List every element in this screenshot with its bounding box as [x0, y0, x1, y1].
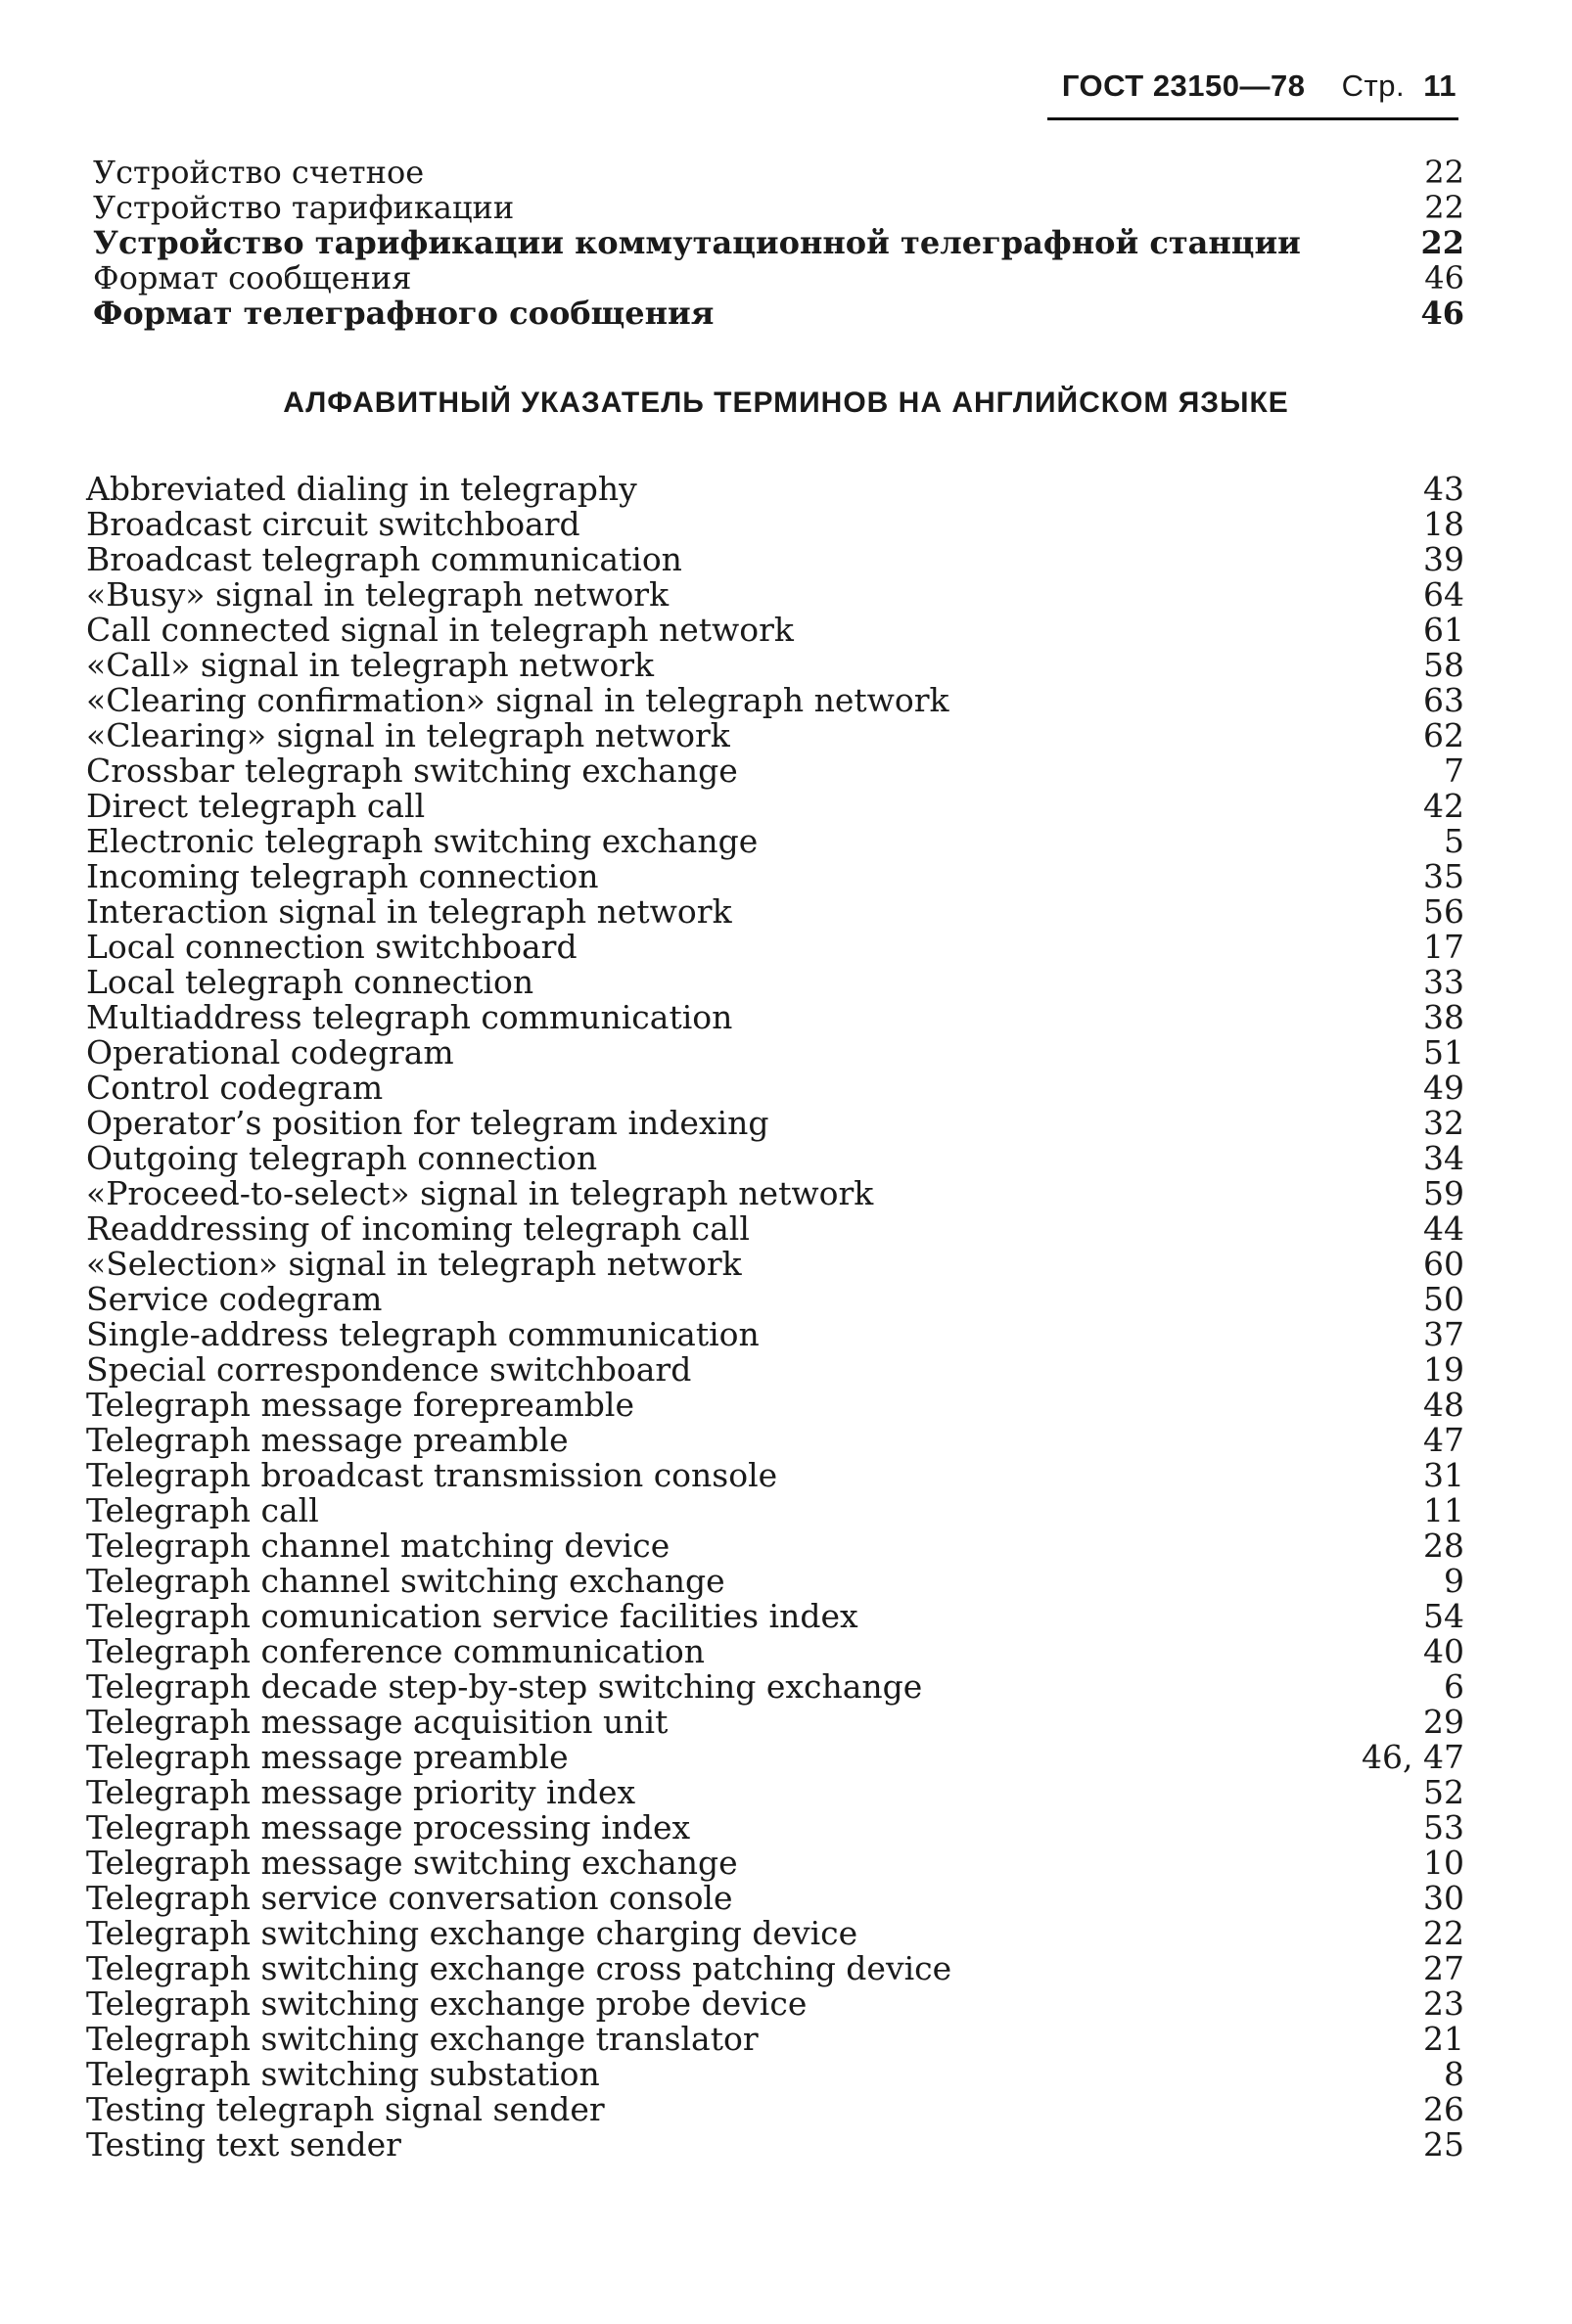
index-term: «Clearing» signal in telegraph network	[86, 716, 730, 754]
page-number: 11	[1423, 68, 1456, 103]
index-term: Telegraph decade step-by-step switching exchange	[86, 1667, 923, 1706]
index-entry	[93, 190, 1464, 225]
index-entry	[86, 1951, 1464, 1986]
index-entry	[86, 930, 1464, 965]
index-page: 49	[1423, 1069, 1464, 1107]
index-page: 34	[1423, 1139, 1464, 1177]
index-term: Telegraph switching exchange charging device	[86, 1914, 858, 1952]
index-page: 28	[1423, 1527, 1464, 1565]
index-entry	[86, 1881, 1464, 1916]
index-entry	[86, 613, 1464, 648]
index-entry	[86, 648, 1464, 683]
index-page: 63	[1423, 681, 1464, 719]
index-entry	[93, 155, 1464, 190]
index-page: 38	[1423, 998, 1464, 1036]
index-entry	[86, 1423, 1464, 1458]
index-term: Telegraph message preamble	[86, 1738, 569, 1776]
index-term: Telegraph message switching exchange	[86, 1844, 738, 1882]
index-entry	[86, 1634, 1464, 1669]
index-page: 26	[1423, 2090, 1464, 2128]
index-entry	[86, 1106, 1464, 1141]
index-term: «Clearing confirmation» signal in telegraph network	[86, 681, 949, 719]
index-term: Telegraph switching exchange cross patching device	[86, 1949, 952, 1987]
index-entry	[86, 824, 1464, 859]
index-entry	[86, 507, 1464, 542]
index-term: Local telegraph connection	[86, 963, 534, 1001]
index-term: Call connected signal in telegraph network	[86, 611, 794, 649]
index-term: Broadcast circuit switchboard	[86, 505, 580, 543]
header-rule	[1047, 117, 1458, 120]
index-entry	[86, 1211, 1464, 1247]
index-page: 46, 47	[1362, 1738, 1464, 1776]
index-page: 64	[1423, 575, 1464, 614]
index-page: 11	[1423, 1491, 1464, 1529]
index-term: Crossbar telegraph switching exchange	[86, 752, 738, 790]
index-page: 7	[1444, 752, 1464, 790]
index-term: Telegraph message priority index	[86, 1773, 636, 1811]
index-page: 62	[1423, 716, 1464, 754]
index-page: 48	[1423, 1386, 1464, 1424]
index-term: Special correspondence switchboard	[86, 1350, 692, 1389]
index-entry	[86, 1599, 1464, 1634]
index-entry	[86, 1000, 1464, 1035]
index-page: 52	[1423, 1773, 1464, 1811]
index-page: 5	[1444, 822, 1464, 860]
index-entry	[86, 1141, 1464, 1176]
index-entry	[86, 789, 1464, 824]
index-page: 46	[1420, 295, 1464, 332]
index-term: Telegraph switching exchange translator	[86, 2020, 759, 2058]
index-page: 30	[1423, 1879, 1464, 1917]
index-entry	[86, 2022, 1464, 2057]
index-page: 47	[1423, 1421, 1464, 1459]
index-term: Устройство счетное	[93, 154, 425, 191]
index-entry	[86, 577, 1464, 613]
index-term: Readdressing of incoming telegraph call	[86, 1209, 750, 1248]
index-term: «Call» signal in telegraph network	[86, 646, 655, 684]
index-term: Формат сообщения	[93, 259, 412, 296]
page-label: Стр.	[1341, 68, 1406, 103]
index-entry	[93, 296, 1464, 331]
index-term: Electronic telegraph switching exchange	[86, 822, 759, 860]
page-header	[1062, 68, 1456, 104]
index-entry	[86, 1740, 1464, 1775]
index-page: 51	[1423, 1033, 1464, 1071]
index-entry	[86, 542, 1464, 577]
index-entry	[86, 1176, 1464, 1211]
index-term: Telegraph conference communication	[86, 1632, 705, 1670]
index-page: 27	[1423, 1949, 1464, 1987]
index-term: «Proceed-to-select» signal in telegraph network	[86, 1174, 874, 1212]
index-entry	[86, 1388, 1464, 1423]
index-entry	[86, 2092, 1464, 2127]
index-entry	[86, 718, 1464, 753]
index-term: Telegraph message preamble	[86, 1421, 569, 1459]
index-page: 58	[1423, 646, 1464, 684]
index-entry	[86, 859, 1464, 894]
index-page: 22	[1424, 154, 1464, 191]
index-term: Формат телеграфного сообщения	[93, 295, 715, 332]
index-term: «Selection» signal in telegraph network	[86, 1245, 742, 1283]
index-page: 19	[1423, 1350, 1464, 1389]
index-term: Telegraph message acquisition unit	[86, 1703, 669, 1741]
index-term: Telegraph broadcast transmission console	[86, 1456, 778, 1494]
index-term: Telegraph service conversation console	[86, 1879, 733, 1917]
index-term: Multiaddress telegraph communication	[86, 998, 733, 1036]
index-page: 22	[1424, 189, 1464, 226]
index-page: 44	[1423, 1209, 1464, 1248]
index-term: Testing text sender	[86, 2125, 401, 2164]
index-page: 59	[1423, 1174, 1464, 1212]
index-page: 22	[1420, 224, 1464, 261]
index-entry	[86, 1317, 1464, 1352]
index-entry	[86, 1564, 1464, 1599]
index-page: 31	[1423, 1456, 1464, 1494]
index-entry	[86, 1035, 1464, 1071]
index-entry	[93, 225, 1464, 260]
index-page: 21	[1423, 2020, 1464, 2058]
index-page: 23	[1423, 1984, 1464, 2023]
index-page: 8	[1444, 2055, 1464, 2093]
index-term: Telegraph message processing index	[86, 1808, 691, 1846]
index-entry	[86, 1528, 1464, 1564]
index-term: Incoming telegraph connection	[86, 857, 599, 895]
index-entry	[86, 472, 1464, 507]
index-page: 18	[1423, 505, 1464, 543]
index-page: 37	[1423, 1315, 1464, 1353]
index-entry	[86, 1846, 1464, 1881]
index-term: Control codegram	[86, 1069, 384, 1107]
index-page: 61	[1423, 611, 1464, 649]
index-entry	[86, 894, 1464, 930]
index-term: Abbreviated dialing in telegraphy	[86, 470, 637, 508]
index-page: 10	[1423, 1844, 1464, 1882]
index-term: Interaction signal in telegraph network	[86, 892, 732, 931]
index-page: 17	[1423, 928, 1464, 966]
index-page: 29	[1423, 1703, 1464, 1741]
index-term: Telegraph switching substation	[86, 2055, 600, 2093]
index-term: Telegraph call	[86, 1491, 319, 1529]
index-term: Устройство тарификации	[93, 189, 515, 226]
index-entry	[86, 1352, 1464, 1388]
index-term: Outgoing telegraph connection	[86, 1139, 598, 1177]
index-entry	[86, 1458, 1464, 1493]
index-page: 54	[1423, 1597, 1464, 1635]
english-term-index	[86, 472, 1464, 2163]
index-page: 33	[1423, 963, 1464, 1001]
index-page: 22	[1423, 1914, 1464, 1952]
index-term: Broadcast telegraph communication	[86, 540, 682, 578]
index-term: Operator’s position for telegram indexing	[86, 1104, 769, 1142]
index-entry	[86, 2057, 1464, 2092]
index-entry	[86, 965, 1464, 1000]
index-term: Single-address telegraph communication	[86, 1315, 760, 1353]
index-entry	[93, 260, 1464, 296]
index-term: Telegraph channel switching exchange	[86, 1562, 725, 1600]
index-page: 43	[1423, 470, 1464, 508]
index-page: 39	[1423, 540, 1464, 578]
index-term: Service codegram	[86, 1280, 383, 1318]
index-term: Local connection switchboard	[86, 928, 578, 966]
index-term: Telegraph channel matching device	[86, 1527, 670, 1565]
index-term: Testing telegraph signal sender	[86, 2090, 605, 2128]
index-term: Устройство тарификации коммутационной телеграфной станции	[93, 224, 1301, 261]
index-page: 46	[1424, 259, 1464, 296]
index-entry	[86, 1775, 1464, 1810]
index-page: 60	[1423, 1245, 1464, 1283]
index-page: 56	[1423, 892, 1464, 931]
index-entry	[86, 1071, 1464, 1106]
index-entry	[86, 1986, 1464, 2022]
index-entry	[86, 1916, 1464, 1951]
index-page: 35	[1423, 857, 1464, 895]
index-page: 32	[1423, 1104, 1464, 1142]
index-entry	[86, 2127, 1464, 2163]
index-term: Telegraph comunication service facilities index	[86, 1597, 858, 1635]
index-page: 6	[1444, 1667, 1464, 1706]
index-entry	[86, 1669, 1464, 1705]
index-term: «Busy» signal in telegraph network	[86, 575, 670, 614]
index-page: 50	[1423, 1280, 1464, 1318]
index-entry	[86, 753, 1464, 789]
index-entry	[86, 1247, 1464, 1282]
index-entry	[86, 1493, 1464, 1528]
index-term: Telegraph message forepreamble	[86, 1386, 635, 1424]
index-page: 42	[1423, 787, 1464, 825]
index-term: Operational codegram	[86, 1033, 454, 1071]
index-entry	[86, 1282, 1464, 1317]
index-term: Direct telegraph call	[86, 787, 426, 825]
index-page: 53	[1423, 1808, 1464, 1846]
index-entry	[86, 683, 1464, 718]
index-term: Telegraph switching exchange probe device	[86, 1984, 808, 2023]
index-page: 25	[1423, 2125, 1464, 2164]
index-entry	[86, 1810, 1464, 1846]
section-title: АЛФАВИТНЫЙ УКАЗАТЕЛЬ ТЕРМИНОВ НА АНГЛИЙСКОМ ЯЗЫКЕ	[283, 387, 1289, 419]
index-page: 40	[1423, 1632, 1464, 1670]
index-entry	[86, 1705, 1464, 1740]
index-page: 9	[1444, 1562, 1464, 1600]
russian-term-index	[93, 155, 1464, 331]
standard-number: ГОСТ 23150—78	[1061, 68, 1306, 103]
